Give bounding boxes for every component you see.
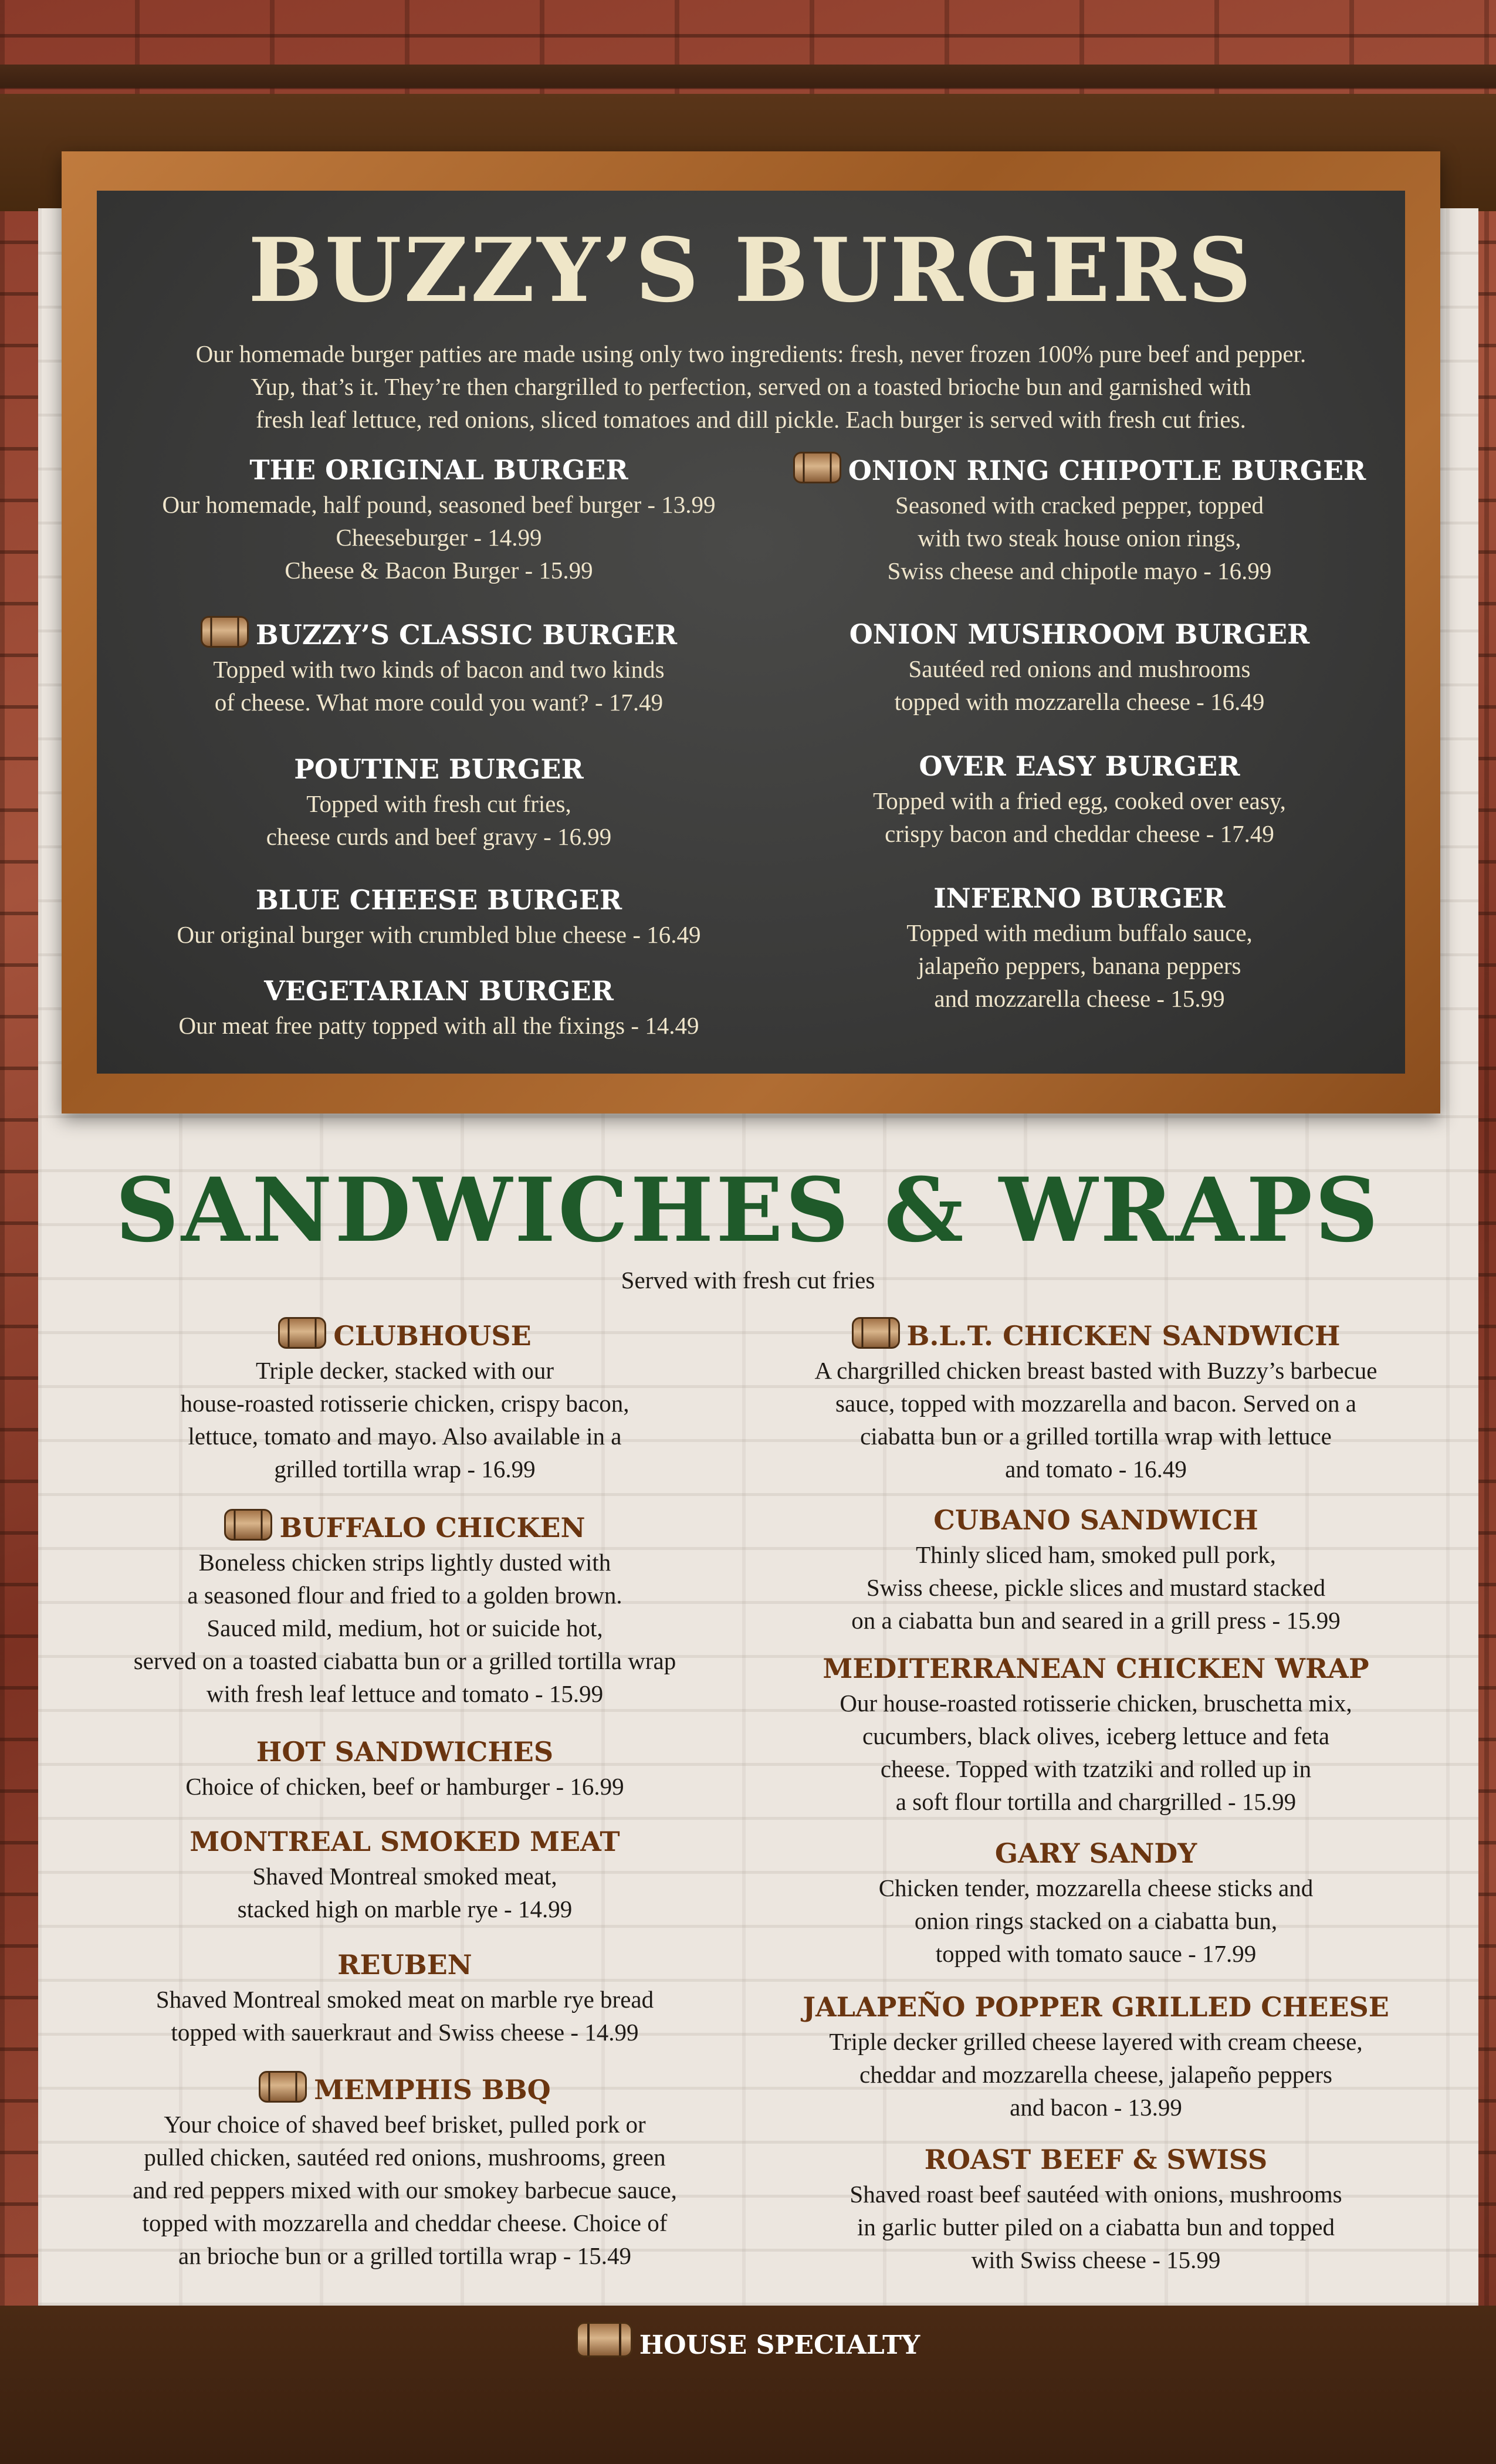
item-desc: Cheeseburger - 14.99 [336, 524, 542, 551]
burgers-intro [132, 337, 1370, 436]
item-desc: Boneless chicken strips lightly dusted with [198, 1549, 611, 1576]
item-name: VEGETARIAN BURGER [264, 975, 614, 1007]
barrel-icon [852, 1317, 900, 1349]
item-desc: Choice of chicken, beef or hamburger - 16.99 [185, 1773, 624, 1800]
item-name: INFERNO BURGER [933, 882, 1226, 914]
menu-item-inferno-burger [766, 880, 1393, 1015]
item-desc: Swiss cheese and chipotle mayo - 16.99 [887, 557, 1272, 584]
menu-item-memphis-bbq [59, 2071, 751, 2272]
item-name: MEDITERRANEAN CHICKEN WRAP [823, 1653, 1369, 1684]
burgers-chalkboard [97, 191, 1405, 1074]
item-desc: of cheese. What more could you want? - 17.49 [214, 689, 664, 716]
item-desc: topped with mozzarella and cheddar cheese. Choice of [142, 2209, 668, 2236]
item-name-row [59, 2071, 751, 2108]
item-desc: cheese curds and beef gravy - 16.99 [266, 823, 612, 850]
item-desc: Triple decker grilled cheese layered with cream cheese, [829, 2028, 1363, 2055]
menu-item-reuben [59, 1947, 751, 2049]
menu-item-original-burger [101, 452, 776, 587]
item-desc: Topped with fresh cut fries, [306, 790, 571, 817]
barrel-icon [201, 616, 249, 648]
menu-item-onion-mushroom-burger [766, 616, 1393, 718]
item-desc: Shaved roast beef sautéed with onions, mushrooms [849, 2181, 1342, 2208]
item-desc: A chargrilled chicken breast basted with Buzzy’s barbecue [814, 1357, 1377, 1384]
item-desc: with two steak house onion rings, [918, 524, 1241, 551]
item-desc: topped with tomato sauce - 17.99 [935, 1940, 1257, 1967]
item-desc: Our homemade, half pound, seasoned beef burger - 13.99 [162, 491, 716, 518]
item-desc: Shaved Montreal smoked meat on marble rye bread [155, 1986, 654, 2013]
item-name: CUBANO SANDWICH [933, 1504, 1258, 1536]
item-name: BUZZY’S CLASSIC BURGER [255, 619, 678, 651]
item-name: THE ORIGINAL BURGER [249, 454, 628, 486]
sandwiches-title: SANDWICHES & WRAPS [115, 1159, 1381, 1262]
item-desc: served on a toasted ciabatta bun or a grilled tortilla wrap [133, 1647, 676, 1674]
item-name: CLUBHOUSE [333, 1320, 532, 1352]
item-desc: topped with sauerkraut and Swiss cheese - 14.99 [171, 2019, 639, 2046]
menu-item-over-easy-burger [766, 748, 1393, 850]
house-specialty-legend [0, 2322, 1496, 2360]
item-desc: Shaved Montreal smoked meat, [252, 1863, 557, 1890]
barrel-icon [278, 1317, 326, 1349]
item-desc: Our house-roasted rotisserie chicken, bruschetta mix, [840, 1690, 1352, 1717]
legend-label: HOUSE SPECIALTY [639, 2330, 920, 2360]
menu-item-classic-burger [101, 616, 776, 719]
item-desc: with Swiss cheese - 15.99 [971, 2246, 1221, 2273]
item-desc: Topped with a fried egg, cooked over easy, [873, 787, 1286, 814]
item-desc: Our original burger with crumbled blue cheese - 16.49 [177, 921, 701, 948]
item-desc: ciabatta bun or a grilled tortilla wrap with lettuce [860, 1423, 1332, 1450]
item-desc: cheddar and mozzarella cheese, jalapeño peppers [859, 2061, 1332, 2088]
item-name: REUBEN [337, 1949, 472, 1981]
item-name: MONTREAL SMOKED MEAT [189, 1826, 620, 1857]
item-desc: Cheese & Bacon Burger - 15.99 [285, 557, 593, 584]
item-desc: lettuce, tomato and mayo. Also available in a [188, 1423, 622, 1450]
menu-item-blue-cheese-burger [101, 882, 776, 951]
menu-item-onion-ring-chipotle-burger [766, 452, 1393, 587]
item-name: B.L.T. CHICKEN SANDWICH [906, 1320, 1341, 1352]
item-desc: topped with mozzarella cheese - 16.49 [894, 688, 1265, 715]
menu-item-mediterranean-chicken-wrap [756, 1650, 1436, 1818]
item-name-row [101, 616, 776, 653]
item-desc: on a ciabatta bun and seared in a grill press - 15.99 [851, 1607, 1341, 1634]
item-desc: Thinly sliced ham, smoked pull pork, [916, 1541, 1276, 1568]
menu-item-gary-sandy [756, 1835, 1436, 1970]
item-desc: crispy bacon and cheddar cheese - 17.49 [885, 820, 1274, 847]
item-name: ROAST BEEF & SWISS [924, 2144, 1268, 2175]
intro-line: Our homemade burger patties are made using only two ingredients: fresh, never frozen 100% pure beef and pepper. [195, 340, 1307, 367]
item-desc: grilled tortilla wrap - 16.99 [274, 1456, 536, 1483]
menu-item-cubano-sandwich [756, 1502, 1436, 1637]
item-desc: Your choice of shaved beef brisket, pulled pork or [164, 2111, 646, 2138]
barrel-icon [259, 2071, 307, 2103]
intro-line: fresh leaf lettuce, red onions, sliced tomatoes and dill pickle. Each burger is served with fresh cut fries. [256, 406, 1246, 433]
item-desc: and red peppers mixed with our smokey barbecue sauce, [133, 2177, 677, 2204]
item-desc: Sauced mild, medium, hot or suicide hot, [207, 1615, 603, 1641]
barrel-icon [224, 1509, 272, 1541]
item-desc: Topped with two kinds of bacon and two kinds [213, 656, 665, 683]
menu-item-blt-chicken-sandwich [756, 1317, 1436, 1485]
item-name: OVER EASY BURGER [919, 750, 1240, 782]
item-desc: Seasoned with cracked pepper, topped [895, 492, 1264, 519]
item-name-row [766, 452, 1393, 489]
item-name-row [59, 1509, 751, 1546]
sandwiches-subtitle: Served with fresh cut fries [621, 1267, 875, 1294]
item-name: ONION RING CHIPOTLE BURGER [848, 455, 1366, 486]
top-beam [0, 65, 1496, 88]
item-desc: Our meat free patty topped with all the fixings - 14.49 [178, 1012, 699, 1039]
item-name: HOT SANDWICHES [256, 1736, 554, 1768]
item-desc: and bacon - 13.99 [1010, 2094, 1182, 2121]
item-name: GARY SANDY [994, 1837, 1197, 1869]
barrel-icon [576, 2322, 632, 2357]
item-desc: cucumbers, black olives, iceberg lettuce and feta [862, 1722, 1330, 1749]
item-desc: in garlic butter piled on a ciabatta bun and topped [857, 2213, 1335, 2240]
item-desc: Chicken tender, mozzarella cheese sticks and [878, 1874, 1314, 1901]
menu-item-poutine-burger [101, 751, 776, 853]
item-desc: sauce, topped with mozzarella and bacon. Served on a [835, 1390, 1356, 1417]
intro-line: Yup, that’s it. They’re then chargrilled to perfection, served on a toasted brioche bun and garnished with [251, 373, 1251, 400]
item-desc: jalapeño peppers, banana peppers [918, 952, 1241, 979]
menu-item-vegetarian-burger [101, 973, 776, 1042]
item-name: ONION MUSHROOM BURGER [849, 618, 1310, 650]
item-name-row [756, 1317, 1436, 1354]
item-desc: with fresh leaf lettuce and tomato - 15.99 [206, 1680, 604, 1707]
menu-item-buffalo-chicken [59, 1509, 751, 1710]
item-desc: Topped with medium buffalo sauce, [906, 919, 1253, 946]
menu-item-hot-sandwiches [59, 1734, 751, 1803]
item-desc: a seasoned flour and fried to a golden brown. [187, 1582, 622, 1609]
item-desc: Swiss cheese, pickle slices and mustard stacked [866, 1574, 1326, 1601]
item-desc: onion rings stacked on a ciabatta bun, [914, 1907, 1278, 1934]
item-desc: cheese. Topped with tzatziki and rolled up in [880, 1755, 1312, 1782]
item-desc: and mozzarella cheese - 15.99 [934, 985, 1225, 1012]
barrel-icon [793, 452, 841, 483]
item-desc: Triple decker, stacked with our [255, 1357, 554, 1384]
menu-item-roast-beef-swiss [756, 2141, 1436, 2276]
item-desc: pulled chicken, sautéed red onions, mushrooms, green [144, 2144, 666, 2171]
item-name: JALAPEÑO POPPER GRILLED CHEESE [803, 1991, 1389, 2023]
item-name: POUTINE BURGER [294, 753, 584, 785]
item-name: BUFFALO CHICKEN [279, 1512, 585, 1544]
item-name: MEMPHIS BBQ [314, 2074, 551, 2106]
burgers-title: BUZZY’S BURGERS [248, 219, 1254, 322]
menu-item-montreal-smoked-meat [59, 1823, 751, 1925]
item-desc: a soft flour tortilla and chargrilled - 15.99 [895, 1788, 1297, 1815]
item-name-row [59, 1317, 751, 1354]
item-desc: and tomato - 16.49 [1005, 1456, 1187, 1483]
item-desc: an brioche bun or a grilled tortilla wrap - 15.49 [178, 2242, 631, 2269]
menu-item-jalapeno-popper-grilled-cheese [756, 1989, 1436, 2124]
item-desc: house-roasted rotisserie chicken, crispy bacon, [180, 1390, 629, 1417]
menu-item-clubhouse [59, 1317, 751, 1485]
item-desc: Sautéed red onions and mushrooms [908, 655, 1251, 682]
item-desc: stacked high on marble rye - 14.99 [237, 1896, 573, 1923]
item-name: BLUE CHEESE BURGER [255, 884, 622, 916]
